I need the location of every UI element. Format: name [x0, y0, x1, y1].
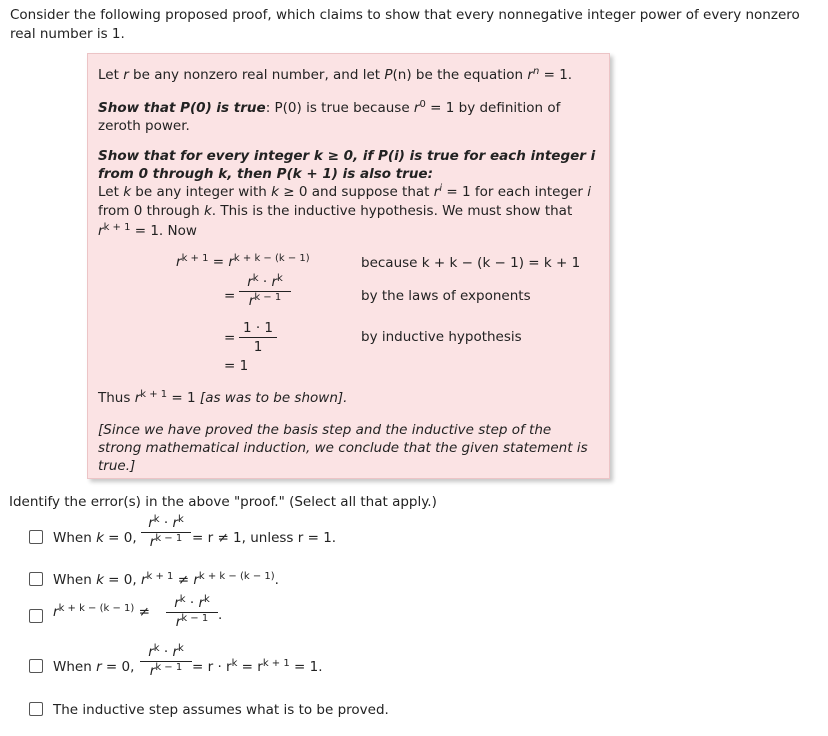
option-1-label-a: When k = 0, — [53, 530, 137, 546]
option-5-label: The inductive step assumes what is to be proved. — [53, 702, 389, 718]
option-4-label-b: = $r \cdot r^k = r^{k + 1} = 1$. — [192, 658, 323, 675]
option-5-checkbox[interactable] — [29, 702, 43, 716]
question-text: Identify the error(s) in the above "proof." (Select all that apply.) — [9, 494, 437, 510]
option-1-checkbox[interactable] — [29, 530, 43, 544]
eq2-fraction: $r^k \cdot r^k$ $r^{k - 1}$ — [239, 274, 291, 309]
eq4: = 1 — [224, 358, 249, 374]
option-3-label-a: $r^{k + k - (k - 1)}$ ≠ — [53, 603, 150, 620]
basis-step: Show that P(0) is true: P(0) is true because $r^0 = 1$ by definition of zeroth power. — [98, 99, 561, 134]
option-4-label-a: When r = 0, — [53, 659, 135, 675]
option-3-fraction: $r^k \cdot r^k$ $r^{k - 1}$ — [166, 595, 218, 630]
eq3-reason: by inductive hypothesis — [361, 329, 522, 345]
option-1-label-b: = r ≠ 1, unless r = 1. — [192, 530, 337, 546]
eq2-equals: = — [224, 288, 236, 304]
eq3-equals: = — [224, 330, 236, 346]
eq1: $r^{k + 1} = r^{k + k - (k - 1)}$ — [176, 253, 310, 270]
option-3-checkbox[interactable] — [29, 609, 43, 623]
proof-setup: Let r be any nonzero real number, and let P(n) be the equation $r^n = 1$. — [98, 66, 573, 83]
inductive-heading: Show that for every integer k ≥ 0, if P(i) is true for each integer i from 0 through k, then P(k + 1) is also true: — [98, 148, 596, 182]
inductive-text-line1: Let k be any integer with k ≥ 0 and suppose that $r^i = 1$ for each integer i — [98, 183, 591, 200]
thus-line: Thus $r^{k + 1} = 1$ [as was to be shown]. — [98, 389, 348, 406]
option-2-label: When k = 0, $r^{k + 1} \ne r^{k + k - (k - 1)}$. — [53, 571, 279, 588]
eq2-reason: by the laws of exponents — [361, 288, 531, 304]
intro-text: Consider the following proposed proof, which claims to show that every nonnegative integer power of every nonzero real number is 1. — [10, 7, 800, 42]
option-4-fraction: $r^k \cdot r^k$ $r^{k - 1}$ — [140, 644, 192, 679]
inductive-text-line3: $r^{k + 1} = 1$. Now — [98, 222, 197, 239]
inductive-text-line2: from 0 through k. This is the inductive hypothesis. We must show that — [98, 203, 573, 219]
option-1-fraction: $r^k \cdot r^k$ $r^{k - 1}$ — [141, 515, 191, 550]
eq3-fraction: 1 · 1 1 — [239, 320, 277, 355]
conclusion: [Since we have proved the basis step and the inductive step of the strong mathematical induction, we conclude that the given statement is true.] — [98, 422, 588, 474]
eq1-reason: because k + k − (k − 1) = k + 1 — [361, 255, 581, 271]
basis-heading: Show that P(0) is true — [98, 100, 266, 116]
option-2-checkbox[interactable] — [29, 572, 43, 586]
option-3-label-b: . — [218, 607, 223, 623]
option-4-checkbox[interactable] — [29, 659, 43, 673]
